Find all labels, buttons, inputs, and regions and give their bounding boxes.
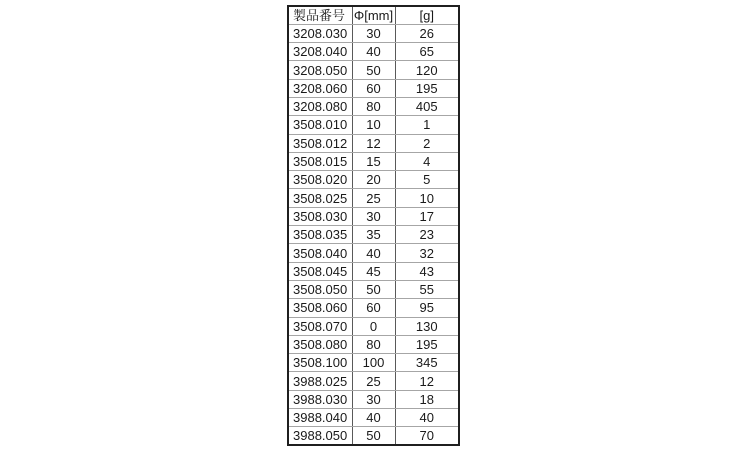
cell-diameter-mm: 12: [352, 134, 395, 152]
cell-weight-g: 55: [395, 280, 459, 298]
cell-product-number: 3208.030: [288, 24, 352, 42]
cell-product-number: 3508.012: [288, 134, 352, 152]
cell-weight-g: 345: [395, 354, 459, 372]
cell-product-number: 3508.060: [288, 299, 352, 317]
table-row: [288, 299, 459, 317]
table-row: [288, 134, 459, 152]
cell-diameter-mm: 25: [352, 189, 395, 207]
table-row: [288, 280, 459, 298]
table-row: [288, 24, 459, 42]
cell-product-number: 3508.050: [288, 280, 352, 298]
cell-product-number: 3508.020: [288, 171, 352, 189]
table-header-row: [288, 6, 459, 24]
cell-product-number: 3208.050: [288, 61, 352, 79]
cell-diameter-mm: 40: [352, 43, 395, 61]
cell-weight-g: 17: [395, 207, 459, 225]
cell-diameter-mm: 80: [352, 335, 395, 353]
cell-weight-g: 32: [395, 244, 459, 262]
header-weight-g: [g]: [395, 6, 459, 24]
cell-weight-g: 195: [395, 335, 459, 353]
cell-diameter-mm: 25: [352, 372, 395, 390]
cell-diameter-mm: 50: [352, 427, 395, 445]
cell-diameter-mm: 100: [352, 354, 395, 372]
cell-weight-g: 18: [395, 390, 459, 408]
cell-diameter-mm: 20: [352, 171, 395, 189]
table-row: [288, 226, 459, 244]
cell-diameter-mm: 30: [352, 24, 395, 42]
cell-weight-g: 4: [395, 152, 459, 170]
table-row: [288, 427, 459, 445]
cell-diameter-mm: 0: [352, 317, 395, 335]
cell-weight-g: 130: [395, 317, 459, 335]
table-row: [288, 43, 459, 61]
cell-product-number: 3208.060: [288, 79, 352, 97]
cell-product-number: 3208.040: [288, 43, 352, 61]
table-row: [288, 171, 459, 189]
table-header: [288, 6, 459, 24]
cell-weight-g: 120: [395, 61, 459, 79]
table-row: [288, 152, 459, 170]
cell-product-number: 3988.040: [288, 409, 352, 427]
table-row: [288, 409, 459, 427]
table-row: [288, 372, 459, 390]
table-row: [288, 189, 459, 207]
cell-weight-g: 10: [395, 189, 459, 207]
cell-diameter-mm: 30: [352, 207, 395, 225]
cell-product-number: 3508.025: [288, 189, 352, 207]
cell-diameter-mm: 50: [352, 280, 395, 298]
cell-weight-g: 405: [395, 97, 459, 115]
cell-diameter-mm: 30: [352, 390, 395, 408]
table-row: [288, 390, 459, 408]
cell-weight-g: 40: [395, 409, 459, 427]
cell-weight-g: 2: [395, 134, 459, 152]
table-row: [288, 317, 459, 335]
cell-diameter-mm: 35: [352, 226, 395, 244]
cell-product-number: 3508.045: [288, 262, 352, 280]
cell-product-number: 3508.030: [288, 207, 352, 225]
table-row: [288, 354, 459, 372]
cell-diameter-mm: 60: [352, 299, 395, 317]
cell-product-number: 3988.030: [288, 390, 352, 408]
cell-product-number: 3208.080: [288, 97, 352, 115]
cell-product-number: 3508.080: [288, 335, 352, 353]
cell-diameter-mm: 15: [352, 152, 395, 170]
cell-diameter-mm: 40: [352, 409, 395, 427]
table-row: [288, 79, 459, 97]
cell-product-number: 3508.015: [288, 152, 352, 170]
cell-diameter-mm: 40: [352, 244, 395, 262]
table-row: [288, 207, 459, 225]
cell-product-number: 3508.040: [288, 244, 352, 262]
cell-product-number: 3508.035: [288, 226, 352, 244]
cell-product-number: 3508.070: [288, 317, 352, 335]
header-product-number: 製品番号: [288, 6, 352, 24]
cell-product-number: 3508.010: [288, 116, 352, 134]
table-row: [288, 335, 459, 353]
table-row: [288, 61, 459, 79]
table-row: [288, 97, 459, 115]
cell-weight-g: 23: [395, 226, 459, 244]
cell-weight-g: 12: [395, 372, 459, 390]
cell-diameter-mm: 80: [352, 97, 395, 115]
cell-weight-g: 95: [395, 299, 459, 317]
cell-product-number: 3988.050: [288, 427, 352, 445]
cell-weight-g: 195: [395, 79, 459, 97]
table-body: [288, 24, 459, 445]
cell-weight-g: 65: [395, 43, 459, 61]
header-diameter-mm: Φ[mm]: [353, 7, 394, 23]
table-row: [288, 116, 459, 134]
cell-diameter-mm: 45: [352, 262, 395, 280]
cell-product-number: 3508.100: [288, 354, 352, 372]
cell-weight-g: 70: [395, 427, 459, 445]
cell-weight-g: 26: [395, 24, 459, 42]
table-row: [288, 262, 459, 280]
cell-weight-g: 5: [395, 171, 459, 189]
cell-weight-g: 1: [395, 116, 459, 134]
cell-diameter-mm: 50: [352, 61, 395, 79]
cell-weight-g: 43: [395, 262, 459, 280]
cell-product-number: 3988.025: [288, 372, 352, 390]
table-row: [288, 244, 459, 262]
cell-diameter-mm: 60: [352, 79, 395, 97]
cell-diameter-mm: 10: [352, 116, 395, 134]
product-spec-table: [287, 5, 460, 446]
